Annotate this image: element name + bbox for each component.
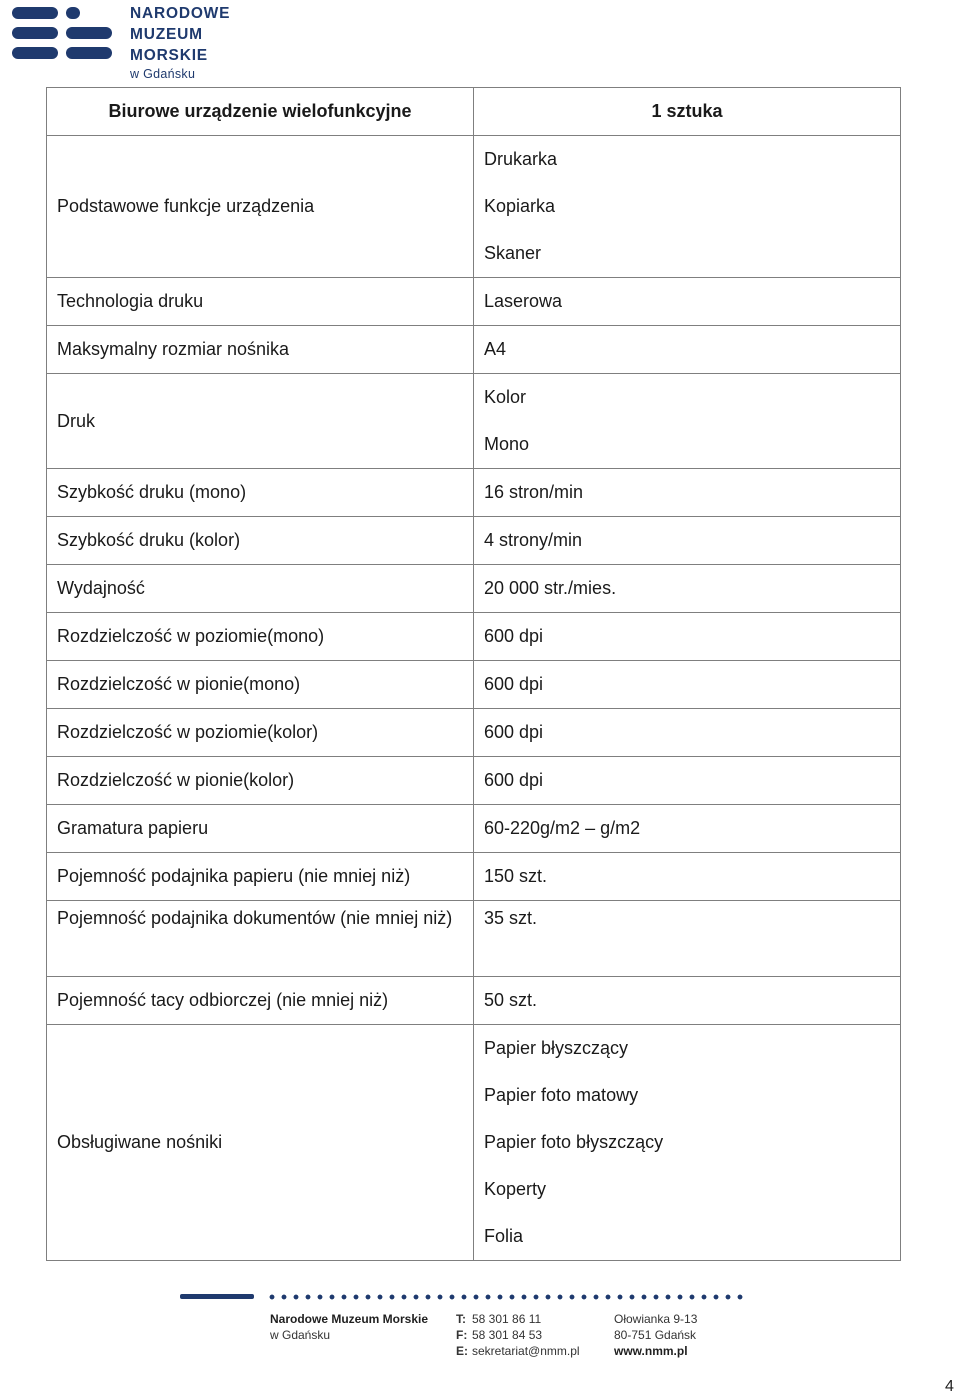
- logo-mark-bar: [66, 27, 112, 39]
- table-row: [47, 613, 901, 661]
- row-value: [474, 136, 901, 278]
- footer-street: Ołowianka 9-13: [614, 1312, 698, 1326]
- footer-org-name: Narodowe Muzeum Morskie: [270, 1312, 429, 1326]
- row-value: Laserowa: [474, 278, 901, 326]
- row-value: [474, 374, 901, 469]
- row-value: 16 stron/min: [474, 469, 901, 517]
- footer-divider-bar: [180, 1294, 254, 1299]
- row-label: Rozdzielczość w poziomie(kolor): [47, 709, 474, 757]
- logo-line: MUZEUM: [130, 26, 203, 43]
- row-value: A4: [474, 326, 901, 374]
- row-label: Szybkość druku (kolor): [47, 517, 474, 565]
- table-row: [47, 853, 901, 901]
- logo-line: NARODOWE: [130, 5, 231, 22]
- email-link[interactable]: sekretariat@nmm.pl: [472, 1344, 580, 1358]
- footer-address: [614, 1311, 697, 1359]
- device-quantity: 1 sztuka: [474, 88, 901, 136]
- logo-line: w Gdańsku: [130, 67, 196, 81]
- row-label: Rozdzielczość w pionie(mono): [47, 661, 474, 709]
- table-row: [47, 709, 901, 757]
- value-line: Koperty: [484, 1179, 547, 1199]
- device-name: Biurowe urządzenie wielofunkcyjne: [47, 88, 474, 136]
- row-value: [474, 1025, 901, 1261]
- table-row: [47, 565, 901, 613]
- logo-line: MORSKIE: [130, 47, 208, 64]
- tel-label: T:: [456, 1312, 466, 1326]
- footer-contact: [456, 1311, 580, 1359]
- table-row: [47, 1025, 901, 1261]
- table-row: [47, 757, 901, 805]
- row-value: 600 dpi: [474, 613, 901, 661]
- footer-fax: [456, 1327, 580, 1343]
- row-value-text: 35 szt.: [484, 908, 538, 928]
- value-line: Folia: [484, 1226, 524, 1246]
- row-label: Druk: [47, 374, 474, 469]
- value-line: Papier foto matowy: [484, 1085, 639, 1105]
- table-row: [47, 326, 901, 374]
- fax-number: 58 301 84 53: [472, 1328, 543, 1342]
- value-line: Mono: [484, 434, 530, 454]
- value-line: Kopiarka: [484, 196, 556, 216]
- fax-label: F:: [456, 1328, 468, 1342]
- row-label: Wydajność: [47, 565, 474, 613]
- footer-email: [456, 1343, 580, 1359]
- footer-org-city: w Gdańsku: [270, 1328, 331, 1342]
- footer-postcode: 80-751 Gdańsk: [614, 1328, 697, 1342]
- table-row: [47, 136, 901, 278]
- row-label: Rozdzielczość w pionie(kolor): [47, 757, 474, 805]
- row-value: 150 szt.: [474, 853, 901, 901]
- row-label: Pojemność tacy odbiorczej (nie mniej niż): [47, 977, 474, 1025]
- table-row: [47, 517, 901, 565]
- logo-mark-bar: [66, 47, 112, 59]
- row-value: 4 strony/min: [474, 517, 901, 565]
- row-value: 600 dpi: [474, 661, 901, 709]
- row-value: 20 000 str./mies.: [474, 565, 901, 613]
- logo-mark-bar: [12, 7, 58, 19]
- value-line: Skaner: [484, 243, 542, 263]
- row-label: Technologia druku: [47, 278, 474, 326]
- row-label: [47, 901, 474, 977]
- row-label: Pojemność podajnika papieru (nie mniej niż): [47, 853, 474, 901]
- value-line: Papier foto błyszczący: [484, 1132, 664, 1152]
- row-value: 600 dpi: [474, 757, 901, 805]
- row-value: 50 szt.: [474, 977, 901, 1025]
- table-row: [47, 661, 901, 709]
- table-header-row: [47, 88, 901, 136]
- row-label: Rozdzielczość w poziomie(mono): [47, 613, 474, 661]
- value-line: Drukarka: [484, 149, 558, 169]
- table-row: [47, 374, 901, 469]
- row-label: Gramatura papieru: [47, 805, 474, 853]
- logo-mark-bar: [12, 47, 58, 59]
- row-label: Podstawowe funkcje urządzenia: [47, 136, 474, 278]
- row-label: Maksymalny rozmiar nośnika: [47, 326, 474, 374]
- value-line: Kolor: [484, 387, 527, 407]
- tel-number: 58 301 86 11: [472, 1312, 542, 1326]
- row-value: 600 dpi: [474, 709, 901, 757]
- footer-divider-dots: [266, 1294, 746, 1300]
- email-label: E:: [456, 1344, 468, 1358]
- logo-mark-bar: [66, 7, 80, 19]
- table-row: [47, 469, 901, 517]
- table-row: [47, 977, 901, 1025]
- row-value: 60-220g/m2 – g/m2: [474, 805, 901, 853]
- logo-wordmark: [130, 3, 230, 82]
- value-line: Papier błyszczący: [484, 1038, 629, 1058]
- page-number: 4: [945, 1378, 954, 1395]
- footer-tel: [456, 1311, 580, 1327]
- logo-mark-bar: [12, 27, 58, 39]
- table-row: [47, 901, 901, 977]
- footer-website-link[interactable]: www.nmm.pl: [614, 1344, 688, 1358]
- footer-org: [270, 1311, 428, 1343]
- row-label: Szybkość druku (mono): [47, 469, 474, 517]
- spec-table: [46, 87, 901, 1261]
- row-label-text: Pojemność podajnika dokumentów (nie mniej niż): [57, 908, 453, 928]
- museum-logo: [12, 3, 242, 81]
- row-value: [474, 901, 901, 977]
- table-row: [47, 805, 901, 853]
- row-label: Obsługiwane nośniki: [47, 1025, 474, 1261]
- table-row: [47, 278, 901, 326]
